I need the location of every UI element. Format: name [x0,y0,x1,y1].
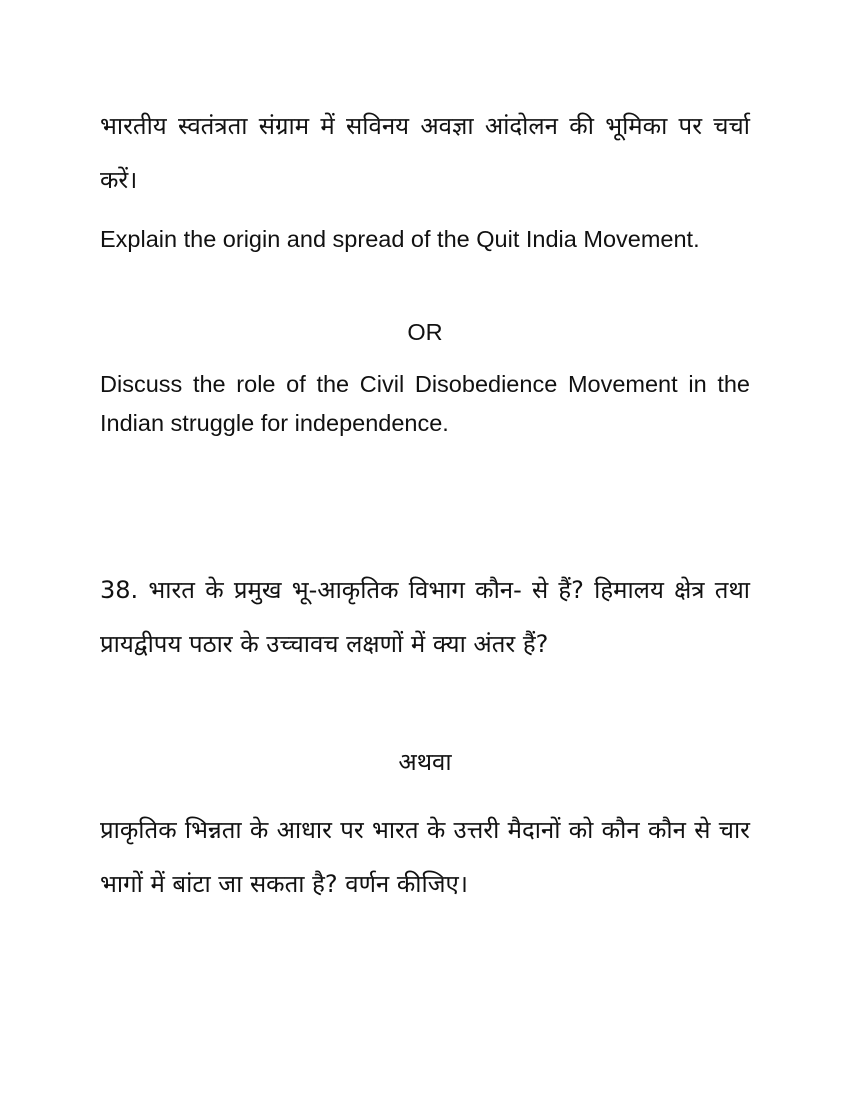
q37-english-alternative: Discuss the role of the Civil Disobedience Movement in the Indian struggle for independence. [100,371,750,436]
q37-english-question: Explain the origin and spread of the Quit India Movement. [100,226,700,252]
q37-hindi-question: भारतीय स्वतंत्रता संग्राम में सविनय अवज्ञा आंदोलन की भूमिका पर चर्चा करें। [100,112,750,194]
athva-separator: अथवा [398,748,452,776]
q38-question: 38. भारत के प्रमुख भू-आकृतिक विभाग कौन- से हैं? हिमालय क्षेत्र तथा प्रायद्वीपय पठार के उच्चावच लक्षणों में क्या अंतर हैं? [100,576,750,658]
or-separator: OR [407,319,443,345]
q38-alternative: प्राकृतिक भिन्नता के आधार पर भारत के उत्तरी मैदानों को कौन कौन से चार भागों में बांटा जा सकता है? वर्णन कीजिए। [100,816,750,898]
